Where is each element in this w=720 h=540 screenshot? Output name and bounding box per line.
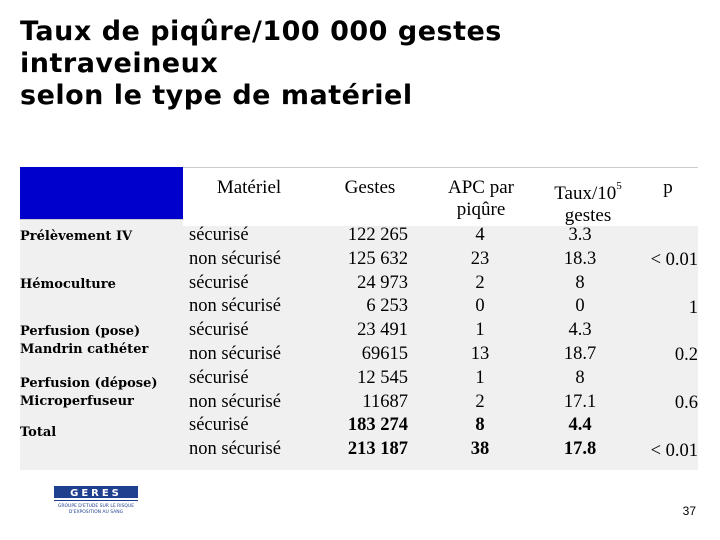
column-materiel (189, 224, 314, 462)
p-value-perfusion-depose: 0.6 (674, 393, 698, 413)
cell-materiel: sécurisé (189, 320, 249, 341)
header-taux-line2: gestes (564, 205, 612, 226)
row-label-prelevement: Prélèvement IV (20, 229, 133, 244)
cell-gestes: 183 274 (347, 415, 408, 436)
geres-logo (40, 484, 162, 518)
cell-materiel: sécurisé (189, 415, 249, 436)
cell-gestes: 24 973 (357, 272, 408, 293)
header-p: p (663, 177, 673, 198)
p-value-prelevement: < 0.01 (650, 250, 698, 270)
logo-tagline-1: GROUPE D'ETUDE SUR LE RISQUE (57, 504, 135, 509)
cell-apc: 2 (475, 391, 485, 412)
cell-apc: 1 (475, 367, 485, 388)
column-p (628, 167, 698, 469)
cell-materiel: non sécurisé (189, 391, 281, 412)
cell-apc: 8 (475, 415, 485, 436)
cell-gestes: 69615 (361, 343, 408, 364)
cell-gestes: 11687 (362, 391, 408, 412)
cell-taux: 17.8 (563, 439, 597, 460)
title-line-2: intraveineux (20, 48, 219, 79)
results-table (20, 167, 698, 469)
cell-materiel: non sécurisé (189, 343, 281, 364)
cell-apc: 1 (475, 320, 485, 341)
column-gestes (320, 224, 408, 462)
cell-taux: 4.4 (568, 415, 592, 436)
cell-materiel: sécurisé (189, 225, 249, 245)
header-apc-line1: APC par (448, 177, 514, 198)
cell-apc: 4 (475, 225, 485, 245)
cell-taux: 18.7 (563, 343, 597, 364)
header-taux-exponent: 5 (616, 180, 622, 192)
cell-taux: 18.3 (563, 248, 597, 269)
cell-gestes: 6 253 (366, 296, 408, 317)
cell-gestes: 23 491 (357, 320, 408, 341)
cell-taux: 4.3 (568, 320, 592, 341)
geres-logo-graphic (40, 484, 162, 518)
header-taux (535, 175, 641, 227)
cell-apc: 23 (470, 248, 490, 269)
p-value-perfusion-pose: 0.2 (674, 345, 698, 365)
cell-apc: 2 (475, 272, 485, 293)
row-label-perfusion-pose: Perfusion (pose) Mandrin cathéter (20, 324, 149, 357)
p-value-total: < 0.01 (650, 441, 698, 461)
cell-materiel: non sécurisé (189, 296, 281, 317)
logo-text: GERES (70, 488, 122, 499)
title-line-1: Taux de piqûre/100 000 gestes (20, 16, 502, 47)
header-taux-line1 (535, 175, 641, 205)
column-apc (445, 224, 515, 462)
p-value-hemoculture: 1 (688, 298, 698, 318)
header-corner-cell (20, 167, 183, 219)
cell-taux: 8 (575, 367, 585, 388)
row-label-perfusion-depose: Perfusion (dépose) Microperfuseur (20, 376, 158, 409)
header-apc-line2: piqûre (456, 199, 506, 220)
cell-gestes: 122 265 (347, 225, 408, 245)
cell-apc: 13 (470, 343, 490, 364)
title-line-3: selon le type de matériel (20, 80, 413, 111)
column-taux (540, 224, 620, 462)
header-materiel: Matériel (216, 177, 282, 198)
header-gestes: Gestes (344, 177, 396, 198)
row-label-hemoculture: Hémoculture (20, 277, 116, 292)
slide-title (20, 16, 700, 112)
cell-gestes: 125 632 (347, 248, 408, 269)
cell-taux: 8 (575, 272, 585, 293)
cell-gestes: 213 187 (347, 439, 408, 460)
header-apc (425, 177, 537, 221)
cell-materiel: non sécurisé (189, 248, 281, 269)
header-taux-base: Taux/10 (554, 183, 617, 204)
cell-gestes: 12 545 (357, 367, 408, 388)
cell-materiel: sécurisé (189, 367, 249, 388)
cell-apc: 0 (475, 296, 485, 317)
page-number: 37 (682, 504, 696, 518)
cell-taux: 3.3 (568, 225, 592, 245)
cell-apc: 38 (470, 439, 490, 460)
cell-materiel: non sécurisé (189, 439, 281, 460)
cell-taux: 17.1 (563, 391, 597, 412)
cell-taux: 0 (575, 296, 585, 317)
logo-tagline-2: D'EXPOSITION AU SANG (68, 510, 124, 515)
cell-materiel: sécurisé (189, 272, 249, 293)
row-label-total: Total (20, 425, 57, 440)
